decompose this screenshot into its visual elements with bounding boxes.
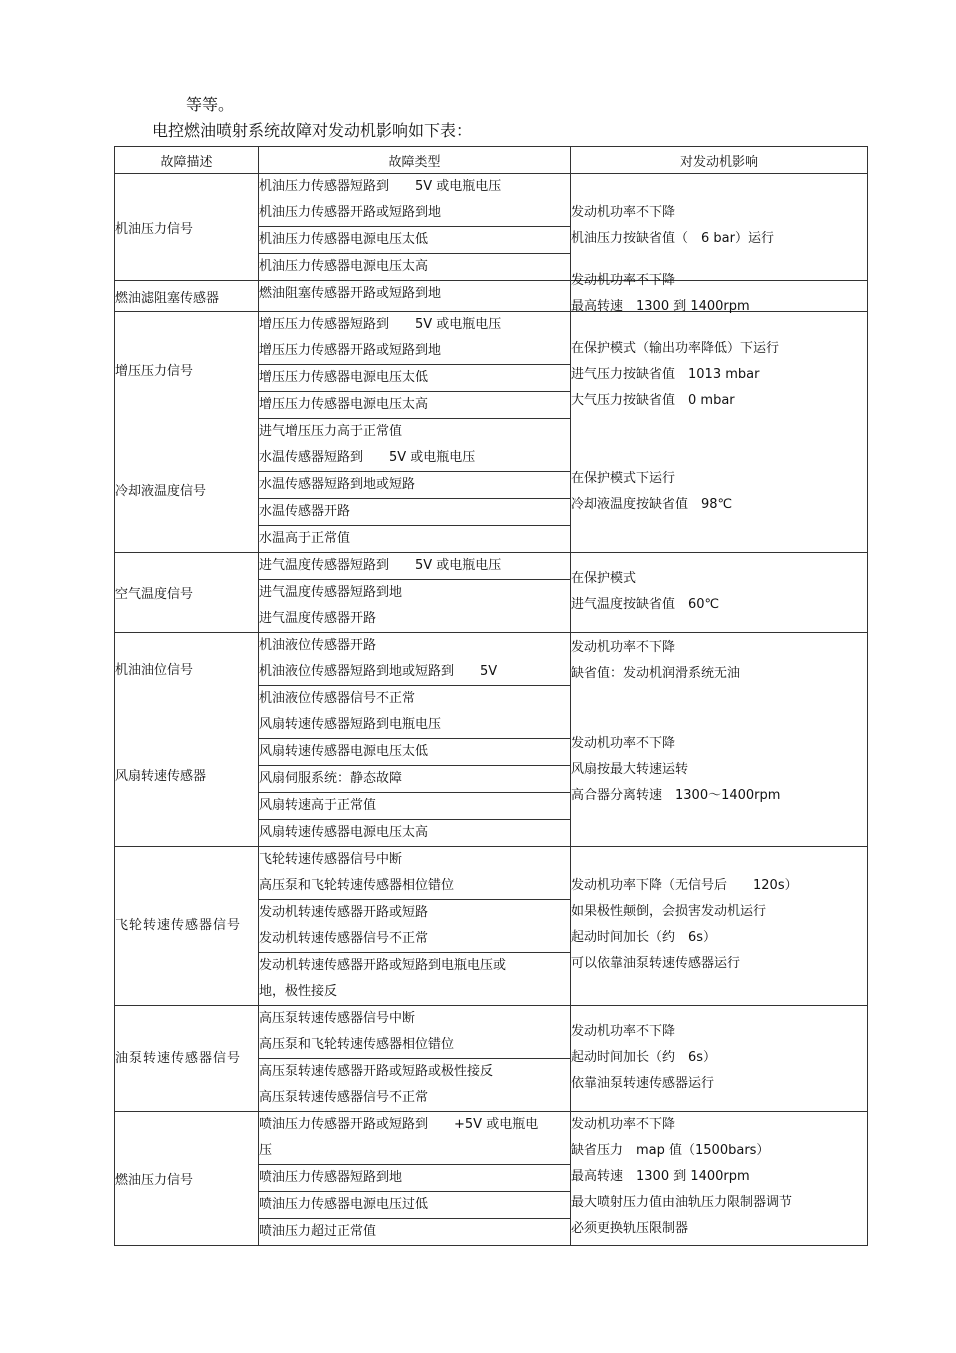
fault-description-cell	[115, 633, 259, 847]
fault-description-cell	[115, 312, 259, 553]
fault-description: 空气温度信号	[115, 587, 194, 602]
engine-effect-block	[571, 873, 867, 977]
engine-effect-line: 高合器分离转速 1300～1400rpm	[571, 788, 781, 803]
fault-type-group	[259, 1219, 570, 1245]
fault-type-line: 机油液位传感器短路到地或短路到 5V	[259, 664, 498, 679]
table-row	[115, 847, 868, 1006]
fault-type-line: 喷油压力超过正常值	[259, 1224, 377, 1239]
engine-effect-cell	[571, 273, 868, 314]
fault-type-line: 风扇转速传感器电源电压太高	[259, 825, 429, 840]
engine-effect-line: 可以依靠油泵转速传感器运行	[571, 956, 741, 971]
engine-effect-line: 进气温度按缺省值 60℃	[571, 597, 720, 612]
fault-type-group	[259, 847, 570, 900]
fault-type-group	[259, 793, 570, 820]
fault-type-line: 飞轮转速传感器信号中断	[259, 852, 403, 867]
fault-type-group	[259, 174, 570, 227]
engine-effect-line: 发动机功率下降（无信号后 120s）	[571, 878, 798, 893]
fault-type-group	[259, 254, 570, 280]
fault-description: 风扇转速传感器	[115, 768, 207, 784]
fault-type-line: 地，极性接反	[259, 984, 338, 999]
engine-effect-line: 在保护模式	[571, 571, 637, 586]
fault-type-line: 水温高于正常值	[259, 531, 351, 546]
engine-effect-block	[571, 635, 740, 687]
fault-type-group	[259, 392, 570, 419]
fault-type-group	[259, 227, 570, 254]
engine-effect-line: 进气压力按缺省值 1013 mbar	[571, 367, 760, 382]
engine-effect-line: 在保护模式（输出功率降低）下运行	[571, 341, 780, 356]
fault-type-group	[259, 766, 570, 793]
fault-type-group	[259, 365, 570, 392]
engine-effect-line: 风扇按最大转速运转	[571, 762, 689, 777]
header-engine-effect: 对发动机影响	[571, 147, 868, 174]
fault-type-line: 进气温度传感器开路	[259, 611, 377, 626]
fault-type-group	[259, 553, 570, 580]
engine-effect-line: 发动机功率不下降	[571, 736, 676, 751]
fault-type-line: 机油压力传感器电源电压太低	[259, 232, 429, 247]
fault-type-line: 增压压力传感器短路到 5V 或电瓶电压	[259, 317, 502, 332]
fault-type-group	[259, 820, 570, 846]
engine-effect-line: 大气压力按缺省值 0 mbar	[571, 393, 735, 408]
engine-effect-block	[571, 731, 780, 809]
fault-type-group	[259, 526, 570, 552]
fault-type-line: 增压压力传感器电源电压太高	[259, 397, 429, 412]
fault-type-line: 风扇转速高于正常值	[259, 798, 377, 813]
fault-type-line: 机油液位传感器信号不正常	[259, 691, 416, 706]
engine-effect-block	[571, 200, 867, 252]
fault-type-line: 高压泵转速传感器信号不正常	[259, 1090, 429, 1105]
fault-type-line: 高压泵和飞轮转速传感器相位错位	[259, 1037, 455, 1052]
fault-type-cell	[259, 1112, 571, 1246]
intro-line-1: 等等。	[186, 95, 235, 114]
engine-effect-line: 最大喷射压力值由油轨压力限制器调节	[571, 1195, 793, 1210]
engine-effect-block	[571, 566, 867, 618]
fault-table	[114, 146, 868, 1246]
fault-type-line: 高压泵转速传感器信号中断	[259, 1011, 416, 1026]
fault-type-line: 进气增压压力高于正常值	[259, 424, 403, 439]
fault-description: 油泵转速传感器信号	[115, 1050, 242, 1066]
fault-type-line: 高压泵转速传感器开路或短路或极性接反	[259, 1064, 494, 1079]
engine-effect-line: 起动时间加长（约 6s）	[571, 930, 717, 945]
fault-type-line: 发动机转速传感器信号不正常	[259, 931, 429, 946]
engine-effect-line: 发动机功率不下降	[571, 1024, 676, 1039]
fault-description-cell	[115, 553, 259, 633]
fault-type-group	[259, 633, 570, 686]
fault-description: 增压压力信号	[115, 363, 194, 379]
engine-effect-line: 缺省压力 map 值（1500bars）	[571, 1143, 770, 1158]
fault-type-line: 发动机转速传感器开路或短路到电瓶电压或	[259, 958, 507, 973]
fault-type-group	[259, 1112, 570, 1165]
header-fault-type: 故障类型	[259, 147, 571, 174]
fault-type-line: 机油压力传感器电源电压太高	[259, 259, 429, 274]
fault-type-group	[259, 1059, 570, 1111]
fault-type-line: 机油压力传感器开路或短路到地	[259, 205, 442, 220]
fault-type-group	[259, 900, 570, 953]
fault-type-line: 发动机转速传感器开路或短路	[259, 905, 429, 920]
fault-type-cell	[259, 1006, 571, 1112]
fault-type-line: 机油压力传感器短路到 5V 或电瓶电压	[259, 179, 502, 194]
fault-type-cell	[259, 281, 571, 312]
engine-effect-line: 如果极性颠倒，会损害发动机运行	[571, 904, 767, 919]
fault-type-line: 水温传感器开路	[259, 504, 351, 519]
engine-effect-line: 缺省值：发动机润滑系统无油	[571, 666, 741, 681]
fault-type-line: 进气温度传感器短路到地	[259, 585, 403, 600]
fault-type-cell	[259, 312, 571, 553]
engine-effect-line: 发动机功率不下降	[571, 273, 676, 288]
fault-type-line: 喷油压力传感器电源电压过低	[259, 1197, 429, 1212]
fault-description: 机油压力信号	[115, 221, 194, 237]
fault-type-line: 风扇转速传感器短路到电瓶电压	[259, 717, 442, 732]
fault-type-group	[259, 312, 570, 365]
fault-description-cell	[115, 1006, 259, 1112]
fault-description: 燃油滤阻塞传感器	[115, 290, 220, 306]
fault-description-cell	[115, 1112, 259, 1246]
engine-effect-line: 发动机功率不下降	[571, 640, 676, 655]
table-header-row	[115, 147, 868, 174]
engine-effect-line: 机油压力按缺省值（ 6 bar）运行	[571, 231, 774, 246]
engine-effect-cell	[571, 633, 868, 847]
fault-type-line: 风扇转速传感器电源电压太低	[259, 744, 429, 759]
fault-type-group	[259, 686, 570, 739]
table-row	[115, 553, 868, 633]
fault-type-line: 高压泵和飞轮转速传感器相位错位	[259, 878, 455, 893]
engine-effect-line: 发动机功率不下降	[571, 205, 676, 220]
engine-effect-cell	[571, 847, 868, 1006]
fault-type-line: 水温传感器短路到地或短路	[259, 477, 416, 492]
fault-type-line: 喷油压力传感器短路到地	[259, 1170, 403, 1185]
fault-description: 冷却液温度信号	[115, 483, 207, 499]
engine-effect-cell	[571, 174, 868, 281]
engine-effect-cell	[571, 553, 868, 633]
engine-effect-cell	[571, 1112, 868, 1246]
fault-type-cell	[259, 633, 571, 847]
engine-effect-line: 最高转速 1300 到 1400rpm	[571, 1169, 750, 1184]
header-fault-description: 故障描述	[115, 147, 259, 174]
fault-description: 燃油压力信号	[115, 1173, 194, 1188]
fault-type-line: 风扇伺服系统：静态故障	[259, 771, 403, 786]
fault-type-group	[259, 281, 570, 307]
engine-effect-block	[571, 466, 732, 518]
fault-type-group	[259, 419, 570, 472]
fault-type-line: 进气温度传感器短路到 5V 或电瓶电压	[259, 558, 502, 573]
fault-description: 机油油位信号	[115, 662, 194, 678]
intro-line-2: 电控燃油喷射系统故障对发动机影响如下表：	[152, 121, 473, 140]
fault-type-line: 机油液位传感器开路	[259, 638, 377, 653]
engine-effect-block	[571, 1019, 867, 1097]
engine-effect-line: 最高转速 1300 到 1400rpm	[571, 299, 750, 314]
fault-type-line: 增压压力传感器开路或短路到地	[259, 343, 442, 358]
table-row	[115, 1006, 868, 1112]
engine-effect-line: 必须更换轨压限制器	[571, 1221, 689, 1236]
table-row	[115, 281, 868, 312]
fault-type-group	[259, 953, 570, 1005]
engine-effect-line: 依靠油泵转速传感器运行	[571, 1076, 715, 1091]
fault-type-line: 增压压力传感器电源电压太低	[259, 370, 429, 385]
fault-description: 飞轮转速传感器信号	[115, 918, 242, 933]
engine-effect-cell	[571, 1006, 868, 1112]
fault-type-group	[259, 1165, 570, 1192]
engine-effect-block	[571, 1112, 867, 1242]
engine-effect-line: 发动机功率不下降	[571, 1117, 676, 1132]
fault-type-line: 水温传感器短路到 5V 或电瓶电压	[259, 450, 476, 465]
fault-type-line: 燃油阻塞传感器开路或短路到地	[259, 286, 442, 301]
table-body	[115, 174, 868, 1246]
engine-effect-line: 在保护模式下运行	[571, 471, 676, 486]
fault-description-cell	[115, 281, 259, 312]
engine-effect-cell	[571, 312, 868, 553]
fault-type-cell	[259, 847, 571, 1006]
engine-effect-line: 起动时间加长（约 6s）	[571, 1050, 717, 1065]
fault-type-group	[259, 499, 570, 526]
engine-effect-block	[571, 336, 779, 414]
engine-effect-line: 冷却液温度按缺省值 98℃	[571, 497, 733, 512]
table-row	[115, 1112, 868, 1246]
fault-type-group	[259, 1006, 570, 1059]
fault-description-cell	[115, 847, 259, 1006]
fault-type-line: 压	[259, 1143, 273, 1158]
fault-type-group	[259, 580, 570, 632]
table-row	[115, 174, 868, 281]
fault-type-cell	[259, 174, 571, 281]
fault-description-cell	[115, 174, 259, 281]
table-row	[115, 312, 868, 553]
fault-type-line: 喷油压力传感器开路或短路到 +5V 或电瓶电	[259, 1117, 539, 1132]
fault-type-group	[259, 739, 570, 766]
fault-type-cell	[259, 553, 571, 633]
fault-type-group	[259, 472, 570, 499]
table-row	[115, 633, 868, 847]
fault-type-group	[259, 1192, 570, 1219]
